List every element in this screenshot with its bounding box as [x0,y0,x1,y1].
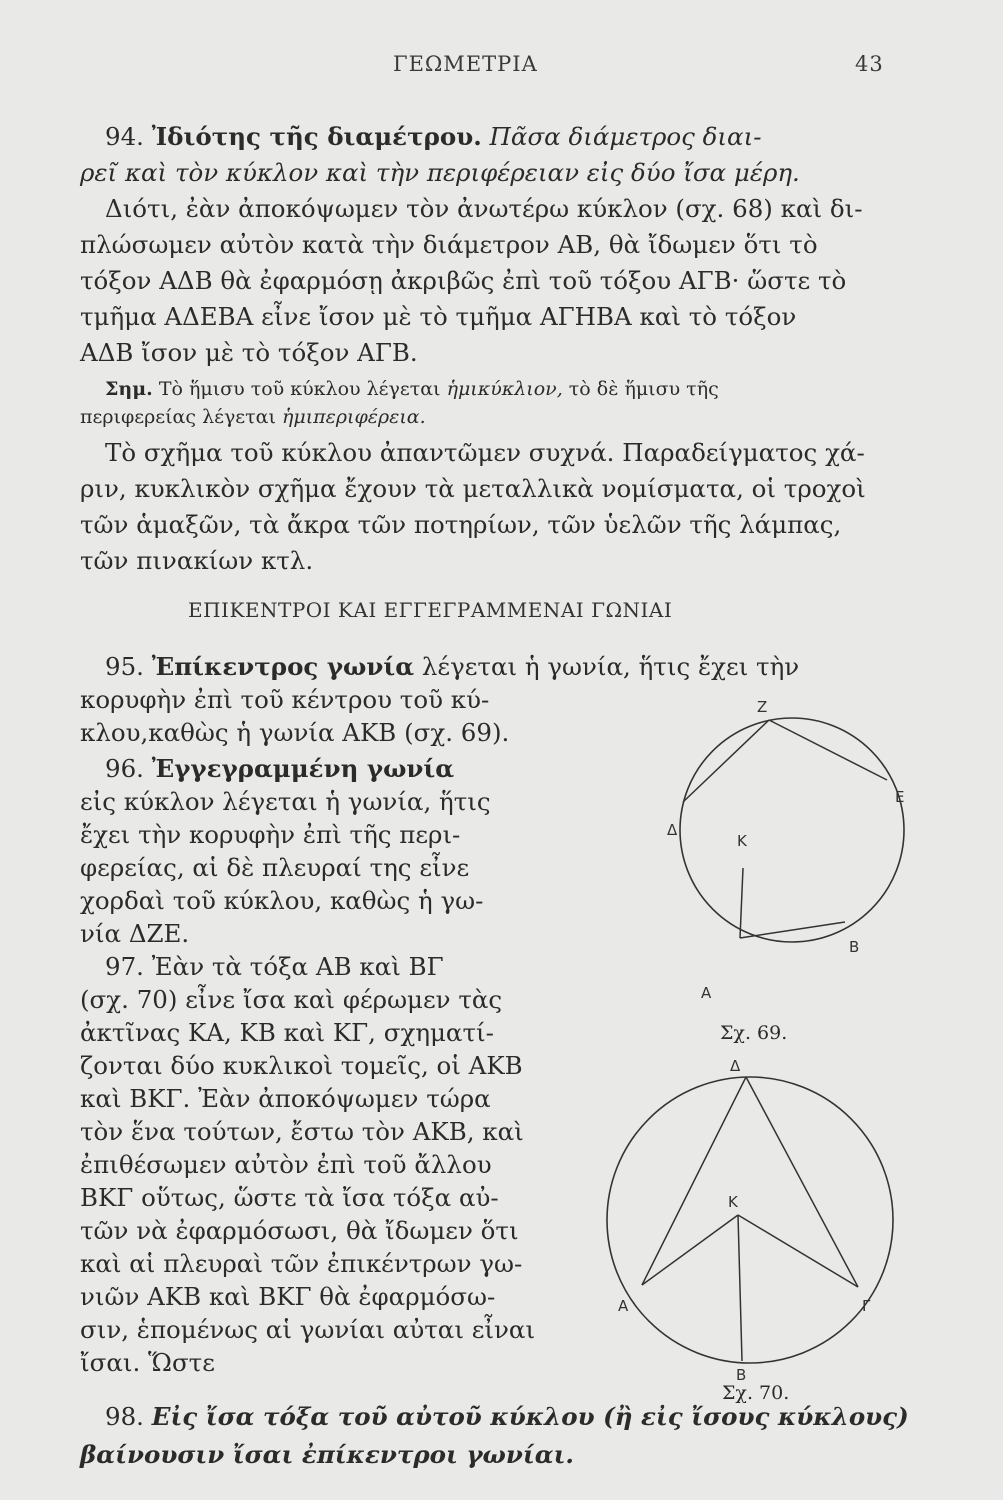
section-96-line: φερείας, αἱ δὲ πλευραί της εἶνε [80,853,470,882]
section-97-line: ΒΚΓ οὕτως, ὥστε τὰ ἴσα τόξα αὐ- [80,1183,499,1212]
section-98-theorem-end: βαίνουσιν ἴσαι ἐπίκεντροι γωνίαι. [80,1440,574,1469]
fig70-label-a: Α [618,1297,629,1315]
section-96-line: εἰς κύκλον λέγεται ἡ γωνία, ἥτις [80,787,491,816]
section-96-number: 96. [105,754,144,783]
section-95-first-line [105,652,799,682]
section-94-first-line [105,122,761,152]
section-94-title: Ἰδιότης τῆς διαμέτρου. [151,122,482,151]
section-96-line: ἔχει τὴν κορυφὴν ἐπὶ τῆς περι- [80,820,461,849]
note-label: Σημ. [105,378,153,400]
figure-70-caption: Σχ. 70. [722,1382,790,1404]
figure-69-caption: Σχ. 69. [720,1022,788,1044]
note-line-2 [80,405,426,429]
examples-line: τῶν πινακίων κτλ. [80,546,314,575]
section-95-title: Ἐπίκεντρος γωνία [151,652,415,681]
section-94-line: τμῆμα ΑΔΕΒΑ εἶνε ἴσον μὲ τὸ τμῆμα ΑΓΗΒΑ καὶ τὸ τόξον [80,302,797,331]
section-94-statement-start: Πᾶσα διάμετρος διαι- [489,122,762,151]
section-94-line: τόξον ΑΔΒ θὰ ἐφαρμόσῃ ἀκριβῶς ἐπὶ τοῦ τόξου ΑΓΒ· ὥστε τὸ [80,266,847,295]
fig69-label-e: Ε [895,788,905,806]
section-95-line: κλου,καθὼς ἡ γωνία ΑΚΒ (σχ. 69). [80,718,510,747]
fig70-radius-kg [738,1215,858,1287]
section-97-line: ἀκτῖνας ΚΑ, ΚΒ καὶ ΚΓ, σχηματί- [80,1018,494,1047]
fig69-chord-zd [683,720,769,802]
section-97-line: ζονται δύο κυκλικοὶ τομεῖς, οἱ ΑΚΒ [80,1051,523,1080]
fig70-chord-da [642,1077,746,1285]
section-94-statement-end: ρεῖ καὶ τὸν κύκλον καὶ τὴν περιφέρειαν εἰς δύο ἴσα μέρη. [80,158,800,187]
section-97-line: ἴσαι. Ὥστε [80,1348,215,1377]
fig70-circle [607,1077,893,1363]
section-97-line: καὶ ΒΚΓ. Ἐὰν ἀποκόψωμεν τώρα [80,1084,491,1113]
section-96-title: Ἐγγεγραμμένη γωνία [151,754,455,783]
section-97-line: ἐπιθέσωμεν αὐτὸν ἐπὶ τοῦ ἄλλου [80,1150,492,1179]
figure-69 [665,690,910,1000]
note-term: ἡμικύκλιον, [446,378,563,400]
fig69-label-d: Δ [667,821,678,839]
section-98-first-line [105,1402,909,1432]
section-98-number: 98. [105,1402,144,1431]
section-94-line: ΑΔΒ ἴσον μὲ τὸ τόξον ΑΓΒ. [80,338,418,367]
fig69-label-k: Κ [737,832,747,850]
examples-line: ριν, κυκλικὸν σχῆμα ἔχουν τὰ μεταλλικὰ νομίσματα, οἱ τροχοὶ [80,474,866,503]
figure-70 [600,1055,900,1385]
fig69-label-a: Α [701,984,712,1000]
section-95-text: λέγεται ἡ γωνία, ἥτις ἔχει τὴν [421,652,800,681]
note-line-1 [105,377,719,401]
section-97-line: (σχ. 70) εἶνε ἴσα καὶ φέρωμεν τὰς [80,985,503,1014]
fig70-radius-ka [642,1215,738,1285]
note-text: περιφερείας λέγεται [80,406,276,428]
fig70-label-k: Κ [728,1193,738,1211]
fig70-label-b: Β [736,1366,747,1384]
section-97-line: καὶ αἱ πλευραὶ τῶν ἐπικέντρων γω- [80,1249,523,1278]
fig70-radius-kb [738,1215,742,1361]
section-95-line: κορυφὴν ἐπὶ τοῦ κέντρου τοῦ κύ- [80,685,490,714]
section-heading: ΕΠΙΚΕΝΤΡΟΙ ΚΑΙ ΕΓΓΕΓΡΑΜΜΕΝΑΙ ΓΩΝΙΑΙ [188,598,673,622]
section-94-number: 94. [105,122,144,151]
section-96-line: νία ΔΖΕ. [80,919,190,948]
note-term: ἡμιπεριφέρεια. [282,406,426,428]
examples-line: τῶν ἁμαξῶν, τὰ ἄκρα τῶν ποτηρίων, τῶν ὑελῶν τῆς λάμπας, [80,510,842,539]
section-97-line: σιν, ἑπομένως αἱ γωνίαι αὐται εἶναι [80,1315,536,1344]
note-text: τὸ δὲ ἥμισυ τῆς [568,378,719,400]
section-95-number: 95. [105,652,144,681]
note-text: Τὸ ἥμισυ τοῦ κύκλου λέγεται [158,378,441,400]
section-97-line: τῶν νὰ ἐφαρμόσωσι, θὰ ἴδωμεν ὅτι [80,1216,519,1245]
section-98-theorem: Εἰς ἴσα τόξα τοῦ αὐτοῦ κύκλου (ἢ εἰς ἴσους κύκλους) [151,1402,909,1431]
fig69-radius-ka [740,868,743,938]
section-96-first-line [105,754,454,784]
fig69-label-b: Β [849,938,860,956]
examples-line: Τὸ σχῆμα τοῦ κύκλου ἀπαντῶμεν συχνά. Παραδείγματος χά- [105,438,865,467]
section-94-line: πλώσωμεν αὐτὸν κατὰ τὴν διάμετρον ΑΒ, θὰ ἴδωμεν ὅτι τὸ [80,230,818,259]
section-97-line: τὸν ἕνα τούτων, ἔστω τὸν ΑΚΒ, καὶ [80,1117,524,1146]
section-97-line: νιῶν ΑΚΒ καὶ ΒΚΓ θὰ ἐφαρμόσω- [80,1282,496,1311]
section-97-first-line: 97. Ἐὰν τὰ τόξα ΑΒ καὶ ΒΓ [105,952,444,981]
fig69-label-z: Z [757,698,768,716]
fig70-label-g: Γ [862,1297,871,1315]
page-number: 43 [855,52,884,76]
section-94-line: Διότι, ἐὰν ἀποκόψωμεν τὸν ἀνωτέρω κύκλον (σχ. 68) καὶ δι- [105,194,863,223]
section-96-line: χορδαὶ τοῦ κύκλου, καθὼς ἡ γω- [80,886,484,915]
fig69-circle [680,718,904,942]
fig70-label-d: Δ [730,1057,741,1075]
running-title: ΓΕΩΜΕΤΡΙΑ [393,52,538,76]
fig70-chord-dg [746,1077,858,1287]
fig69-spacer [743,868,845,922]
